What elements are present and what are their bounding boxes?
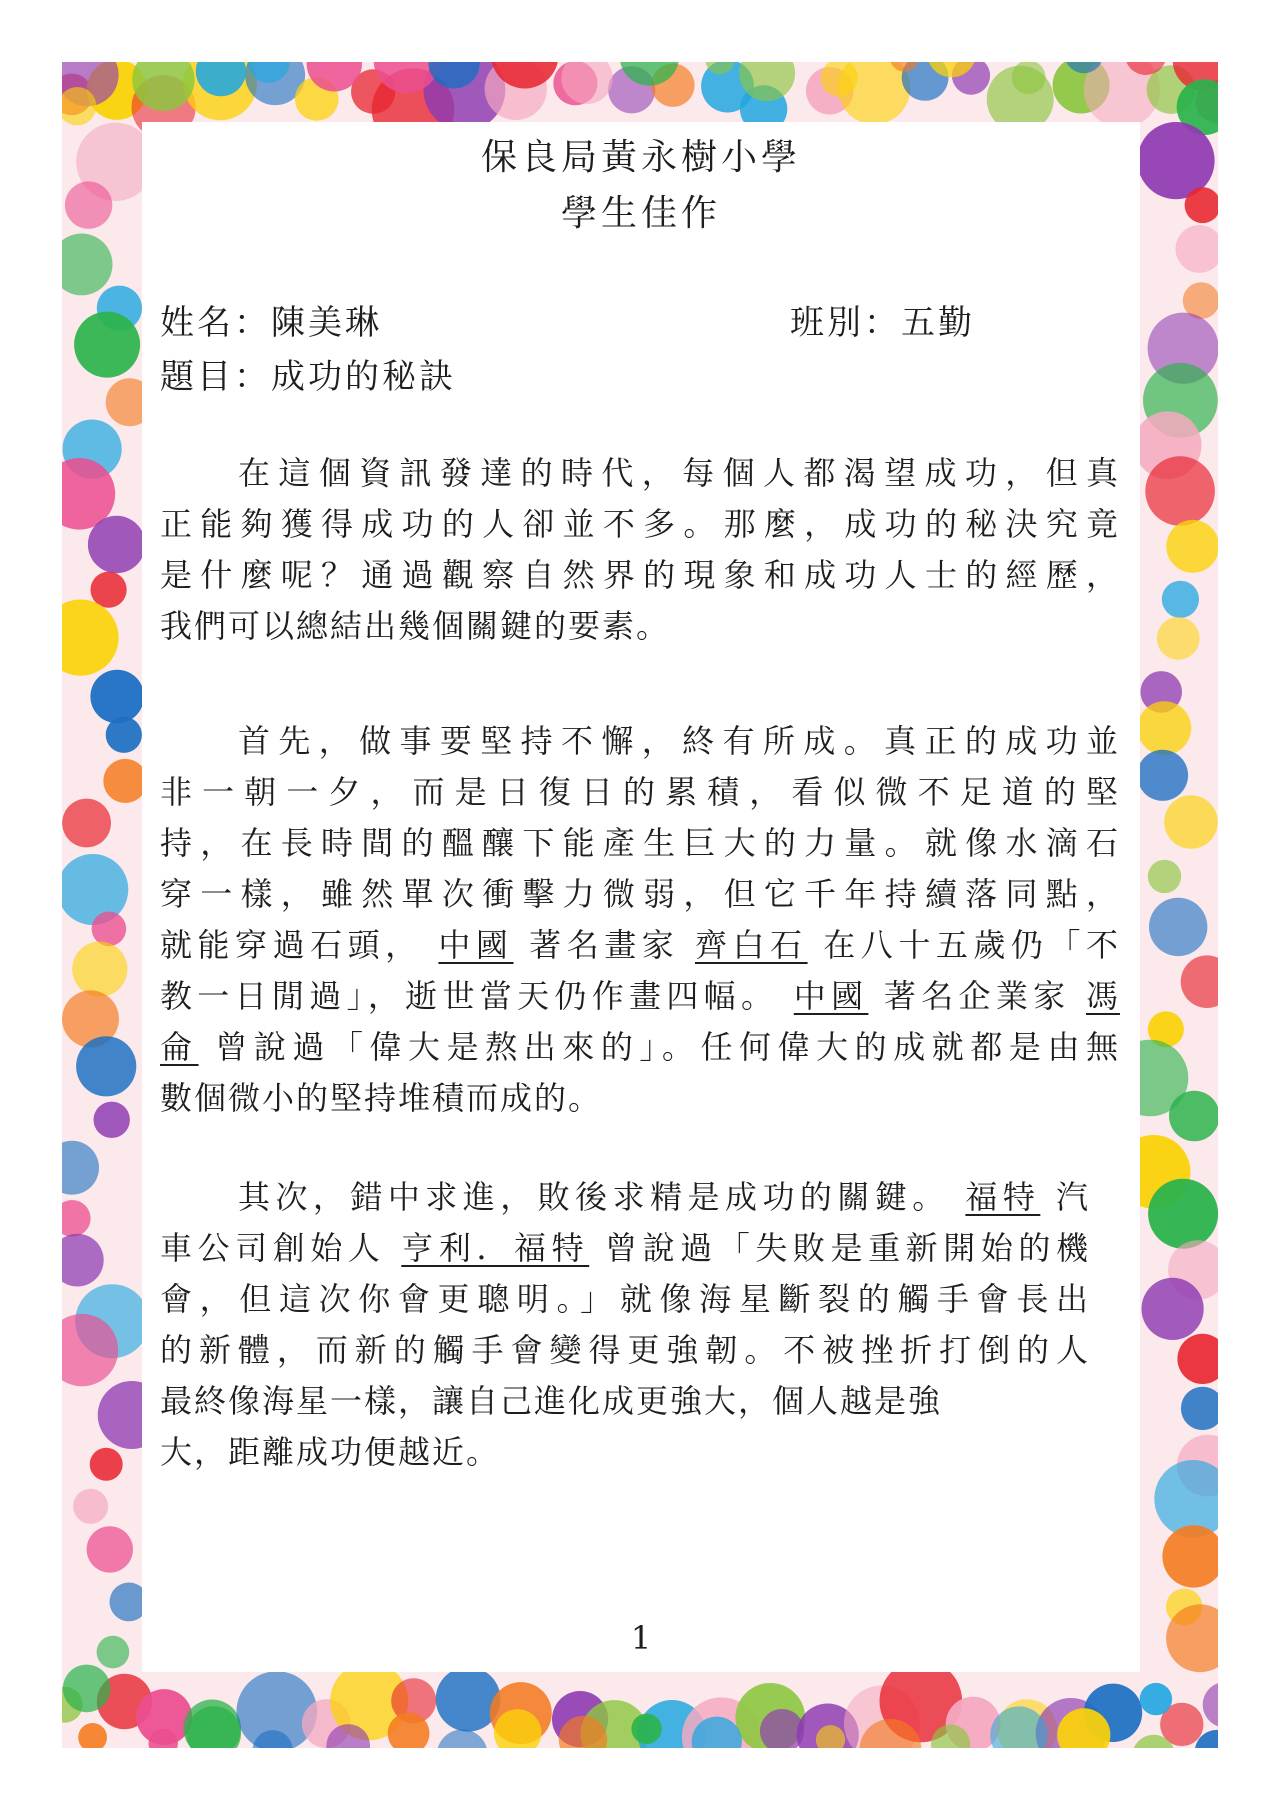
text-line: 最終像海星一樣，讓自己進化成更強大，個人越是強 bbox=[160, 1382, 943, 1420]
watercolor-dot bbox=[74, 312, 140, 378]
proper-noun-underlined: 中國 bbox=[438, 926, 514, 964]
watercolor-dot bbox=[62, 1200, 91, 1237]
watercolor-dot bbox=[1140, 1683, 1172, 1715]
text-line: 持，在長時間的醞釀下能產生巨大的力量。就像水滴石 bbox=[160, 824, 1120, 862]
text-run: 教一日閒過」，逝世當天仍作畫四幅。 bbox=[160, 977, 779, 1015]
watercolor-dot bbox=[1149, 898, 1207, 956]
watercolor-dot bbox=[1162, 581, 1199, 618]
proper-noun-underlined: 中國 bbox=[793, 977, 869, 1015]
watercolor-dot bbox=[76, 1036, 136, 1096]
watercolor-dot bbox=[437, 1729, 488, 1748]
watercolor-dot bbox=[62, 600, 119, 676]
text-line: 會，但這次你會更聰明。」就像海星斷裂的觸手會長出 bbox=[160, 1280, 1090, 1318]
watercolor-dot bbox=[631, 1714, 661, 1744]
watercolor-dot bbox=[1164, 795, 1218, 849]
watercolor-dot bbox=[1142, 1278, 1204, 1340]
watercolor-dot bbox=[1137, 701, 1191, 755]
class-line bbox=[790, 298, 975, 348]
page-title: 學生佳作 bbox=[560, 193, 721, 234]
watercolor-dot bbox=[1169, 1091, 1218, 1142]
proper-noun-underlined: 齊白石 bbox=[694, 926, 808, 964]
text-run: 汽 bbox=[1055, 1178, 1090, 1216]
text-line: 非一朝一夕，而是日復日的累積，看似微不足道的堅 bbox=[160, 773, 1120, 811]
text-run: 就能穿過石頭， bbox=[160, 926, 423, 964]
watercolor-dot bbox=[88, 516, 145, 573]
text-run: 其次，錯中求進，敗後求精是成功的關鍵。 bbox=[238, 1178, 950, 1216]
watercolor-dot bbox=[72, 942, 127, 997]
class-name: 五勤 bbox=[901, 303, 975, 343]
watercolor-dot bbox=[1181, 1387, 1218, 1430]
essay-paragraph-3 bbox=[160, 1172, 1090, 1478]
watercolor-dot bbox=[103, 759, 147, 803]
text-line: 數個微小的堅持堆積而成的。 bbox=[160, 1079, 603, 1117]
page-number: 1 bbox=[630, 1619, 652, 1657]
watercolor-dot bbox=[1137, 750, 1188, 801]
proper-noun-underlined: 福特 bbox=[965, 1178, 1041, 1216]
topic-line bbox=[160, 352, 456, 402]
essay-topic: 成功的秘訣 bbox=[271, 357, 456, 397]
watercolor-dot bbox=[1157, 617, 1200, 660]
text-line: 在這個資訊發達的時代，每個人都渴望成功，但真 bbox=[238, 454, 1120, 492]
watercolor-dot bbox=[1162, 1525, 1218, 1587]
watercolor-dot bbox=[106, 717, 142, 753]
watercolor-dot bbox=[1148, 860, 1181, 893]
text-line: 我們可以總結出幾個關鍵的要素。 bbox=[160, 607, 671, 645]
name-label: 姓名： bbox=[160, 303, 271, 343]
watercolor-dot bbox=[1176, 225, 1219, 273]
text-run: 曾說過「失敗是重新開始的機 bbox=[604, 1229, 1090, 1267]
text-line: 的新體，而新的觸手會變得更強韌。不被挫折打倒的人 bbox=[160, 1331, 1090, 1369]
topic-label: 題目： bbox=[160, 357, 271, 397]
watercolor-dot bbox=[62, 1141, 99, 1195]
text-line bbox=[160, 1172, 1090, 1223]
text-line bbox=[160, 920, 1120, 971]
watercolor-dot bbox=[1177, 1334, 1218, 1384]
watercolor-dot bbox=[62, 1234, 104, 1287]
proper-noun-underlined: 侖 bbox=[160, 1028, 199, 1066]
watercolor-dot bbox=[1154, 1460, 1218, 1538]
text-line: 穿一樣，雖然單次衝擊力微弱，但它千年持續落同點， bbox=[160, 875, 1120, 913]
watercolor-dot bbox=[63, 1665, 111, 1713]
text-line bbox=[160, 971, 1120, 1022]
text-run: 著名企業家 bbox=[883, 977, 1071, 1015]
watercolor-dot bbox=[1145, 456, 1215, 526]
watercolor-dot bbox=[1148, 1179, 1218, 1249]
watercolor-dot bbox=[436, 1667, 501, 1732]
essay-paragraph-1 bbox=[160, 448, 1120, 652]
watercolor-dot bbox=[1203, 1682, 1218, 1728]
watercolor-dot bbox=[78, 1723, 107, 1748]
text-run: 著名畫家 bbox=[529, 926, 680, 964]
student-name-line bbox=[160, 298, 382, 348]
watercolor-dot bbox=[90, 1448, 123, 1481]
text-line bbox=[160, 1223, 1090, 1274]
watercolor-dot bbox=[97, 1636, 130, 1669]
student-name: 陳美琳 bbox=[271, 303, 382, 343]
text-line: 是什麼呢？通過觀察自然界的現象和成功人士的經歷， bbox=[160, 556, 1120, 594]
text-run: 曾說過「偉大是熬出來的」。任何偉大的成就都是由無 bbox=[215, 1028, 1120, 1066]
watercolor-dot bbox=[65, 181, 112, 228]
watercolor-dot bbox=[87, 1526, 133, 1572]
essay-paragraph-2 bbox=[160, 716, 1120, 1124]
watercolor-dot bbox=[1181, 955, 1218, 1008]
proper-noun-underlined: 馮 bbox=[1085, 977, 1120, 1015]
text-line: 首先，做事要堅持不懈，終有所成。真正的成功並 bbox=[238, 722, 1120, 760]
essay-sheet bbox=[142, 122, 1140, 1672]
watercolor-dot bbox=[73, 1489, 108, 1524]
watercolor-dot bbox=[90, 670, 144, 724]
class-label: 班別： bbox=[790, 303, 901, 343]
school-name: 保良局黃永樹小學 bbox=[480, 137, 801, 178]
text-line bbox=[160, 1022, 1120, 1073]
watercolor-dot bbox=[94, 1102, 130, 1138]
watercolor-dot bbox=[92, 912, 127, 947]
watercolor-dot bbox=[62, 799, 111, 848]
proper-noun-underlined: 亨利．福特 bbox=[401, 1229, 590, 1267]
watercolor-dot bbox=[91, 572, 127, 608]
text-line: 大，距離成功便越近。 bbox=[160, 1433, 501, 1471]
watercolor-dot bbox=[62, 234, 113, 296]
text-run: 車公司創始人 bbox=[160, 1229, 386, 1267]
text-line: 正能夠獲得成功的人卻並不多。那麼，成功的秘決究竟 bbox=[160, 505, 1120, 543]
watercolor-dot bbox=[1166, 520, 1218, 573]
text-run: 在八十五歲仍「不 bbox=[823, 926, 1120, 964]
